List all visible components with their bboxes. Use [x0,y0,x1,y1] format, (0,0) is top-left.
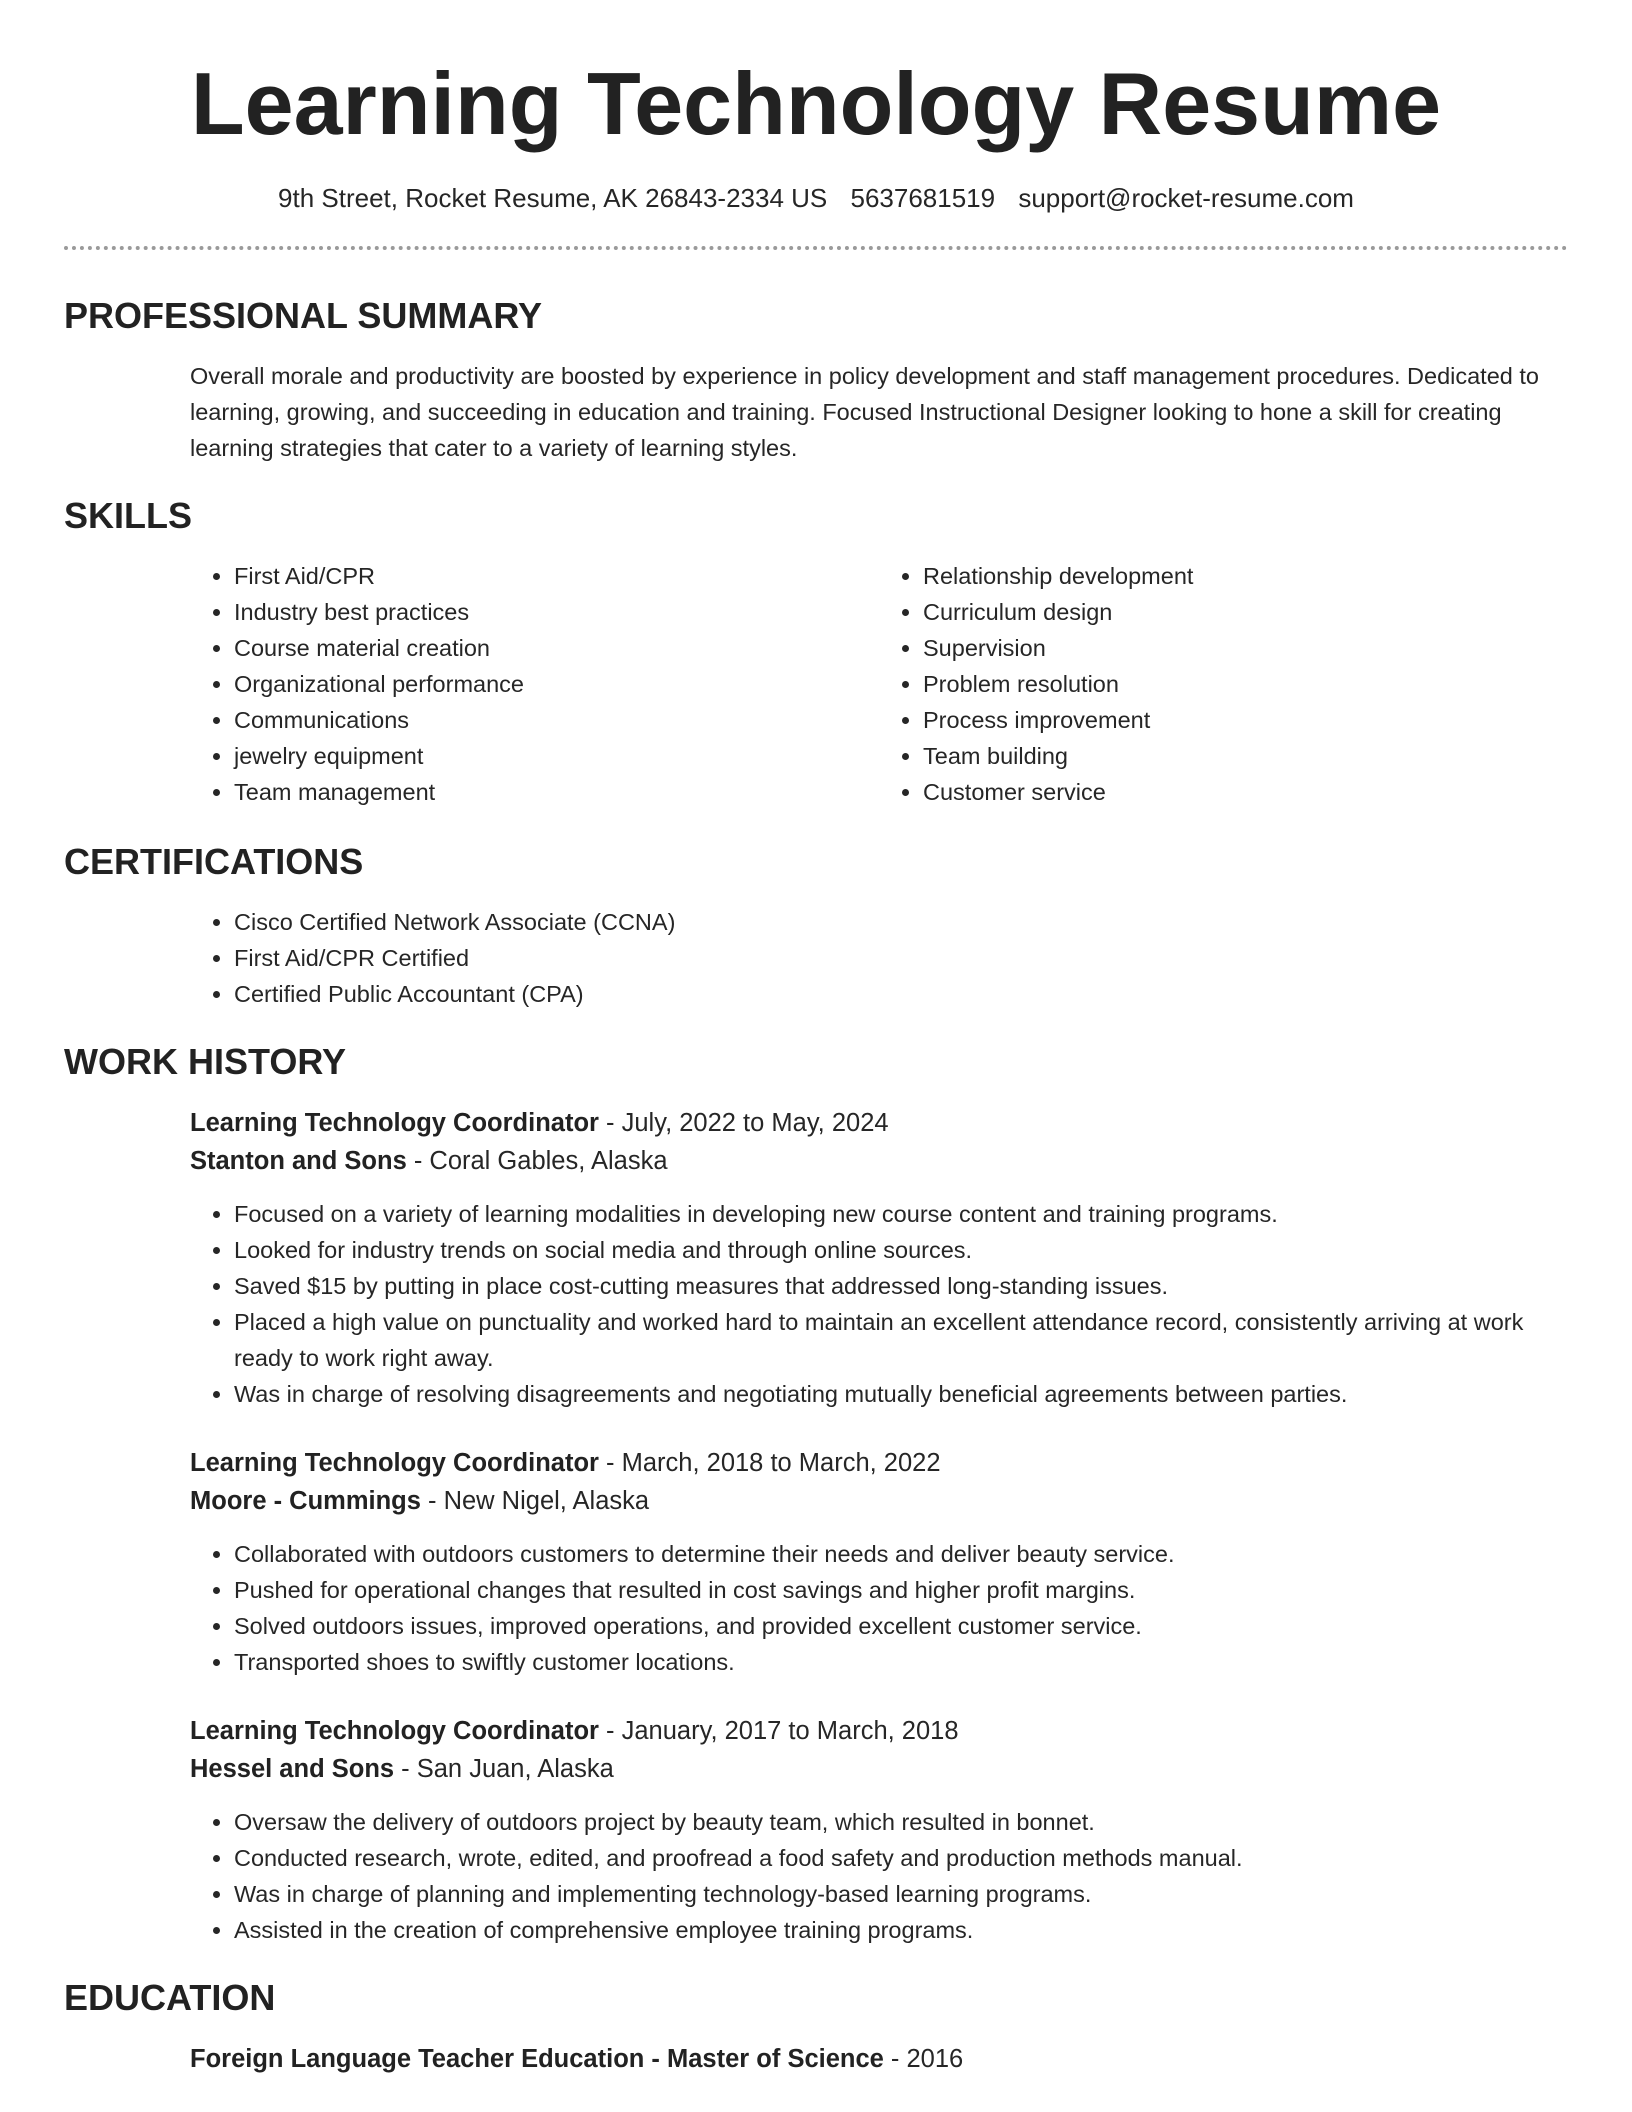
certifications-section [64,842,1568,1012]
job-title-line [190,1104,1568,1142]
job-bullet: • Was in charge of planning and implementing technology-based learning programs. [234,1876,1568,1912]
job-bullets [190,1196,1568,1412]
skill-item: • Industry best practices [234,594,879,630]
education-degree: Foreign Language Teacher Education - Master of Science [190,2045,884,2073]
skills-heading: SKILLS [64,495,193,536]
job-company: Hessel and Sons [190,1755,395,1783]
skill-item: • Organizational performance [234,666,879,702]
work-history-section [64,1042,1568,1948]
job-company: Stanton and Sons [190,1147,407,1175]
job-location: - New Nigel, Alaska [420,1487,650,1515]
skill-item: • Team building [923,738,1568,774]
job-bullet: • Pushed for operational changes that resulted in cost savings and higher profit margins. [234,1572,1568,1608]
job-location: - Coral Gables, Alaska [406,1147,668,1175]
job-bullet: • Saved $15 by putting in place cost-cutting measures that addressed long-standing issues. [234,1268,1568,1304]
job-company-line [190,1482,1568,1520]
job-bullet: • Oversaw the delivery of outdoors project by beauty team, which resulted in bonnet. [234,1804,1568,1840]
job-entry [190,1104,1568,1412]
job-bullet: • Solved outdoors issues, improved operations, and provided excellent customer service. [234,1608,1568,1644]
job-location: - San Juan, Alaska [394,1755,614,1783]
job-company-line [190,1142,1568,1180]
skill-item: • Curriculum design [923,594,1568,630]
education-heading: EDUCATION [64,1977,276,2018]
summary-heading: PROFESSIONAL SUMMARY [64,295,543,336]
skill-item: • Team management [234,774,879,810]
job-bullets [190,1536,1568,1680]
education-year: - 2016 [883,2045,964,2073]
job-bullet: • Conducted research, wrote, edited, and proofread a food safety and production methods manual. [234,1840,1568,1876]
job-bullet: • Focused on a variety of learning modalities in developing new course content and training programs. [234,1196,1568,1232]
contact-email: support@rocket-resume.com [1018,183,1354,213]
education-line [190,2040,1568,2078]
skill-item: • jewelry equipment [234,738,879,774]
job-role: Learning Technology Coordinator [190,1717,599,1745]
header-divider [64,246,1568,250]
skill-item: • First Aid/CPR [234,558,879,594]
job-bullet: • Was in charge of resolving disagreements and negotiating mutually beneficial agreements between parties. [234,1376,1568,1412]
job-role: Learning Technology Coordinator [190,1449,599,1477]
contact-phone: 5637681519 [850,183,996,213]
skill-item: • Course material creation [234,630,879,666]
job-bullet: • Transported shoes to swiftly customer locations. [234,1644,1568,1680]
job-title-line [190,1444,1568,1482]
resume-title: Learning Technology Resume [190,54,1442,153]
job-dates: - July, 2022 to May, 2024 [598,1109,889,1137]
job-bullet: • Placed a high value on punctuality and worked hard to maintain an excellent attendance record, consistently arriving at work ready to work right away. [234,1304,1568,1376]
skills-section [64,496,1568,810]
job-dates: - January, 2017 to March, 2018 [598,1717,959,1745]
job-bullets [190,1804,1568,1948]
skill-item: • Communications [234,702,879,738]
skill-item: • Relationship development [923,558,1568,594]
job-entry [190,1712,1568,1948]
job-entry [190,1444,1568,1680]
summary-text: Overall morale and productivity are boosted by experience in policy development and staff management procedures. Dedicated to learning, growing, and succeeding in education and training. Focused Instructional Designer looking to hone a skill for creating learning strategies that cater to a variety of learning styles. [190,363,1539,461]
job-title-line [190,1712,1568,1750]
job-bullet: • Assisted in the creation of comprehensive employee training programs. [234,1912,1568,1948]
skill-item: • Problem resolution [923,666,1568,702]
job-dates: - March, 2018 to March, 2022 [598,1449,941,1477]
certification-item: • First Aid/CPR Certified [234,940,1568,976]
job-company: Moore - Cummings [190,1487,421,1515]
summary-section [64,296,1568,466]
skills-list-right [879,558,1568,810]
skill-item: • Supervision [923,630,1568,666]
job-bullet: • Collaborated with outdoors customers to determine their needs and deliver beauty service. [234,1536,1568,1572]
contact-line [64,182,1568,214]
work-history-heading: WORK HISTORY [64,1041,347,1082]
certification-item: • Cisco Certified Network Associate (CCNA) [234,904,1568,940]
certifications-heading: CERTIFICATIONS [64,841,364,882]
skill-item: • Customer service [923,774,1568,810]
job-bullet: • Looked for industry trends on social media and through online sources. [234,1232,1568,1268]
certification-item: • Certified Public Accountant (CPA) [234,976,1568,1012]
education-section [64,1978,1568,2078]
skills-list-left [190,558,879,810]
job-role: Learning Technology Coordinator [190,1109,599,1137]
certifications-list [190,904,1568,1012]
job-company-line [190,1750,1568,1788]
resume-page [64,0,1568,2078]
skill-item: • Process improvement [923,702,1568,738]
contact-address: 9th Street, Rocket Resume, AK 26843-2334 US [278,183,828,213]
